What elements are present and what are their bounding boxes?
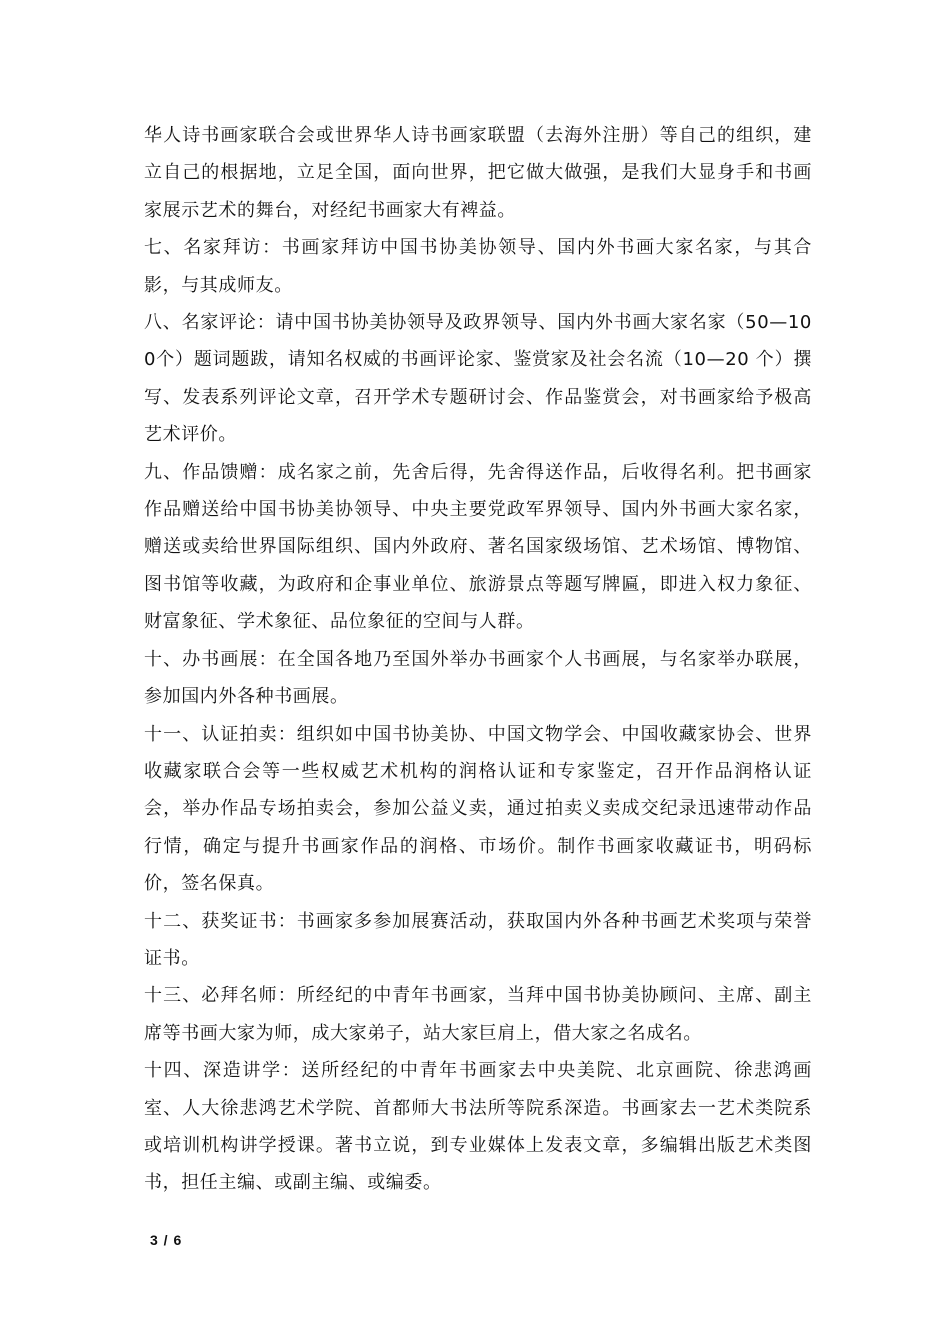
paragraph-item-8: 八、名家评论：请中国书协美协领导及政界领导、国内外书画大家名家（50—100个）题词题跋，请知名权威的书画评论家、鉴赏家及社会名流（10—20 个）撰写、发表系列评论文章，召开学术专题研讨会、作品鉴赏会，对书画家给予极高艺术评价。 <box>144 312 812 446</box>
paragraph-item-7: 七、名家拜访：书画家拜访中国书协美协领导、国内外书画大家名家，与其合影，与其成师友。 <box>144 237 812 296</box>
paragraph-item-14: 十四、深造讲学：送所经纪的中青年书画家去中央美院、北京画院、徐悲鸿画室、人大徐悲鸿艺术学院、首都师大书法所等院系深造。书画家去一艺术类院系或培训机构讲学授课。著书立说，到专业媒体上发表文章，多编辑出版艺术类图书，担任主编、或副主编、或编委。 <box>144 1060 812 1194</box>
paragraph-item-10: 十、办书画展：在全国各地乃至国外举办书画家个人书画展，与名家举办联展，参加国内外各种书画展。 <box>144 648 812 708</box>
paragraph-item-12: 十二、获奖证书：书画家多参加展赛活动，获取国内外各种书画艺术奖项与荣誉证书。 <box>144 910 812 969</box>
paragraph-continuation: 华人诗书画家联合会或世界华人诗书画家联盟（去海外注册）等自己的组织，建立自己的根据地，立足全国，面向世界，把它做大做强，是我们大显身手和书画家展示艺术的舞台，对经纪书画家大有裨益。 <box>144 125 812 221</box>
paragraph-item-13: 十三、必拜名师：所经纪的中青年书画家，当拜中国书协美协顾问、主席、副主席等书画大家为师，成大家弟子，站大家巨肩上，借大家之名成名。 <box>144 985 812 1044</box>
paragraph-item-9: 九、作品馈赠：成名家之前，先舍后得，先舍得送作品，后收得名利。把书画家作品赠送给中国书协美协领导、中央主要党政军界领导、国内外书画大家名家，赠送或卖给世界国际组织、国内外政府、著名国家级场馆、艺术场馆、博物馆、图书馆等收藏，为政府和企事业单位、旅游景点等题写牌匾，即进入权力象征、财富象征、学术象征、品位象征的空间与人群。 <box>144 461 812 633</box>
page-number: 3 / 6 <box>150 1232 183 1248</box>
document-body <box>144 117 812 1202</box>
paragraph-item-11: 十一、认证拍卖：组织如中国书协美协、中国文物学会、中国收藏家协会、世界收藏家联合会等一些权威艺术机构的润格认证和专家鉴定，召开作品润格认证会，举办作品专场拍卖会，参加公益义卖，通过拍卖义卖成交纪录迅速带动作品行情，确定与提升书画家作品的润格、市场价。制作书画家收藏证书，明码标价，签名保真。 <box>144 723 812 895</box>
